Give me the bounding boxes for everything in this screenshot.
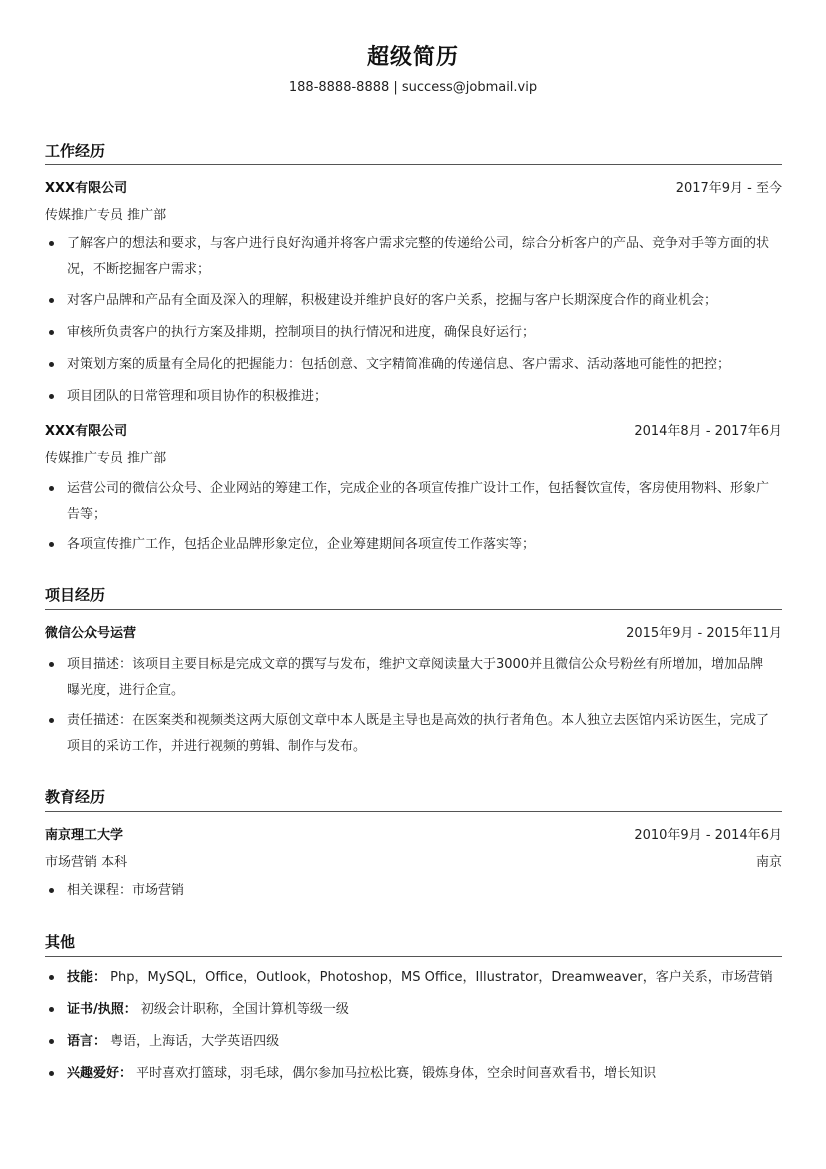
job-role-row xyxy=(45,447,782,467)
job-header xyxy=(45,420,782,440)
section-divider xyxy=(45,956,782,957)
education-detail-row xyxy=(45,851,782,871)
section-divider xyxy=(45,609,782,610)
list-item-text: 相关课程：市场营销 xyxy=(67,883,185,898)
bullet-icon xyxy=(49,486,54,491)
job-header xyxy=(45,177,782,197)
section-divider xyxy=(45,811,782,812)
job-role: 传媒推广专员 推广部 xyxy=(45,208,167,223)
item-key: 证书/执照： xyxy=(67,1002,137,1017)
bullet-icon xyxy=(49,975,54,980)
list-item-text: 各项宣传推广工作，包括企业品牌形象定位，企业筹建期间各项宣传工作落实等； xyxy=(67,537,536,552)
job-date: 2017年9月 - 至今 xyxy=(675,181,782,196)
item-key: 兴趣爱好： xyxy=(67,1066,133,1081)
school-name: 南京理工大学 xyxy=(45,828,124,843)
education-date: 2010年9月 - 2014年6月 xyxy=(634,828,782,843)
list-item-text: 项目团队的日常管理和项目协作的积极推进； xyxy=(67,389,328,404)
section-title-work: 工作经历 xyxy=(45,142,106,160)
bullet-icon xyxy=(49,1007,54,1012)
project-header xyxy=(45,622,782,642)
bullet-icon xyxy=(49,241,54,246)
section-title-other: 其他 xyxy=(45,933,76,951)
company-name: XXX有限公司 xyxy=(45,424,128,439)
company-name: XXX有限公司 xyxy=(45,181,128,196)
bullet-icon xyxy=(49,394,54,399)
bullet-icon xyxy=(49,1071,54,1076)
resume-name: 超级简历 xyxy=(366,45,459,70)
list-item-text: 对策划方案的质量有全局化的把握能力：包括创意、文字精简准确的传递信息、客户需求、活动落地可能性的把控； xyxy=(67,357,731,372)
project-name: 微信公众号运营 xyxy=(45,626,137,641)
bullet-icon xyxy=(49,330,54,335)
item-value: 粤语，上海话，大学英语四级 xyxy=(110,1034,280,1049)
job-role: 传媒推广专员 推广部 xyxy=(45,451,167,466)
list-item-text xyxy=(67,1029,775,1055)
bullet-icon xyxy=(49,718,54,723)
section-title-project: 项目经历 xyxy=(45,586,106,604)
list-item-text xyxy=(67,965,775,991)
section-divider xyxy=(45,164,782,165)
education-city: 南京 xyxy=(755,855,782,870)
list-item-text: 审核所负责客户的执行方案及排期，控制项目的执行情况和进度，确保良好运行； xyxy=(67,325,536,340)
education-header xyxy=(45,824,782,844)
list-item-text: 运营公司的微信公众号、企业网站的筹建工作，完成企业的各项宣传推广设计工作，包括餐饮宣传，客房使用物料、形象广告等； xyxy=(67,481,770,522)
item-key: 技能： xyxy=(67,970,107,985)
list-item-text: 对客户品牌和产品有全面及深入的理解，积极建设并维护良好的客户关系，挖掘与客户长期深度合作的商业机会； xyxy=(67,293,718,308)
item-value: 平时喜欢打篮球，羽毛球，偶尔参加马拉松比赛，锻炼身体，空余时间喜欢看书，增长知识 xyxy=(136,1066,657,1081)
bullet-icon xyxy=(49,362,54,367)
list-item-text: 项目描述：该项目主要目标是完成文章的撰写与发布，维护文章阅读量大于3000并且微信公众号粉丝有所增加，增加品牌曝光度，进行企宣。 xyxy=(67,657,764,698)
bullet-icon xyxy=(49,1039,54,1044)
bullet-icon xyxy=(49,662,54,667)
bullet-icon xyxy=(49,888,54,893)
section-title-education: 教育经历 xyxy=(45,788,106,806)
list-item-text xyxy=(67,1061,775,1087)
bullet-icon xyxy=(49,298,54,303)
list-item-text: 责任描述：在医案类和视频类这两大原创文章中本人既是主导也是高效的执行者角色。本人独立去医馆内采访医生，完成了项目的采访工作，并进行视频的剪辑、制作与发布。 xyxy=(67,713,770,754)
education-major: 市场营销 本科 xyxy=(45,855,128,870)
item-value: 初级会计职称，全国计算机等级一级 xyxy=(140,1002,349,1017)
contact-info: 188-8888-8888 | success@jobmail.vip xyxy=(288,80,538,95)
bullet-icon xyxy=(49,542,54,547)
list-item-text: 了解客户的想法和要求，与客户进行良好沟通并将客户需求完整的传递给公司，综合分析客户的产品、竞争对手等方面的状况，不断挖掘客户需求； xyxy=(67,236,770,277)
job-role-row xyxy=(45,204,782,224)
list-item-text xyxy=(67,997,775,1023)
project-date: 2015年9月 - 2015年11月 xyxy=(626,626,782,641)
job-date: 2014年8月 - 2017年6月 xyxy=(634,424,782,439)
item-key: 语言： xyxy=(67,1034,107,1049)
item-value: Php，MySQL，Office，Outlook，Photoshop，MS Office，Illustrator，Dreamweaver，客户关系，市场营销 xyxy=(110,970,773,985)
